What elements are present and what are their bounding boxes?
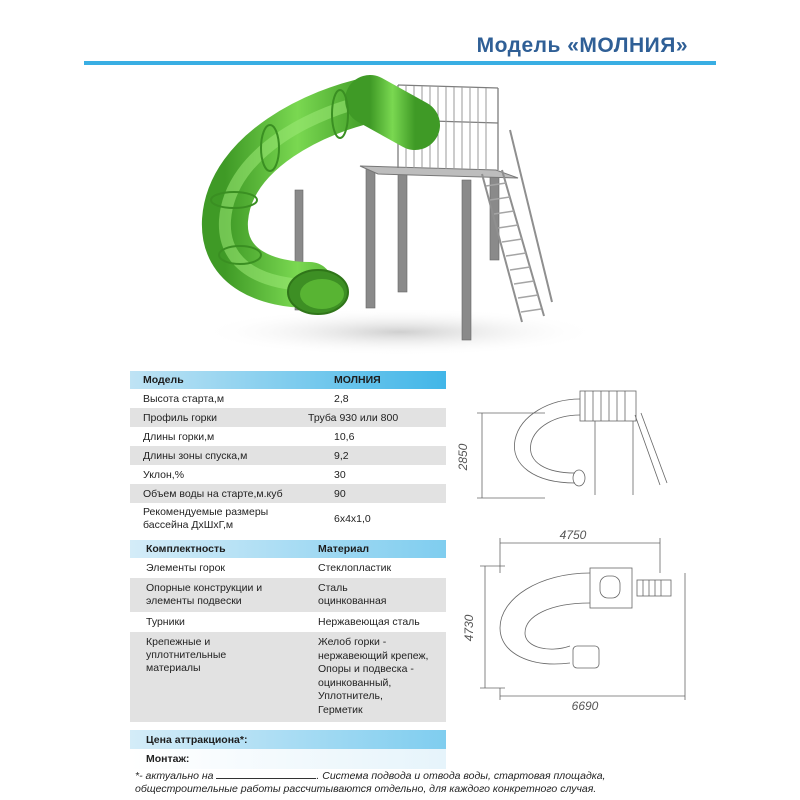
spec-row <box>130 465 446 484</box>
kit-value <box>318 636 428 717</box>
kit-header <box>130 540 446 558</box>
kit-value: Стеклопластик <box>318 562 392 574</box>
side-view-drawing <box>455 385 695 510</box>
kit-row <box>130 632 446 722</box>
title-divider <box>84 61 716 65</box>
kit-row <box>130 578 446 612</box>
kit-label-line: элементы подвески <box>146 595 242 607</box>
kit-value-line: оцинкованный, <box>318 676 392 689</box>
spec-value: 9,2 <box>334 449 349 462</box>
kit-label <box>146 636 226 675</box>
kit-value-line: нержавеющий крепеж, <box>318 649 429 662</box>
dim-top-width: 4750 <box>559 528 587 542</box>
spec-row <box>130 484 446 503</box>
kit-value-line: Опоры и подвеска - <box>318 663 414 675</box>
kit-row <box>130 558 446 578</box>
footnote-prefix: *- актуально на <box>135 770 214 782</box>
kit-label: Турники <box>146 616 185 628</box>
spec-value: 10,6 <box>334 430 355 443</box>
price-row <box>130 730 446 749</box>
dim-depth: 4730 <box>462 614 476 642</box>
kit-value-line: оцинкованная <box>318 595 387 607</box>
kit-value-line: Желоб горки - <box>318 636 387 648</box>
mount-label: Монтаж: <box>146 753 190 765</box>
spec-value: 30 <box>334 468 346 481</box>
spec-value: 2,8 <box>334 392 349 405</box>
spec-label <box>143 506 268 532</box>
spec-label: Уклон,% <box>143 468 185 481</box>
footnote <box>135 769 695 796</box>
spec-label: Профиль горки <box>143 411 217 424</box>
spec-label: Высота старта,м <box>143 392 225 405</box>
kit-value-line: Уплотнитель, <box>318 690 383 702</box>
spec-value: Труба 930 или 800 <box>308 411 399 424</box>
footnote-line2: общестроительные работы рассчитываются отдельно, для каждого конкретного случая. <box>135 783 597 795</box>
spec-label-line: Рекомендуемые размеры <box>143 506 269 518</box>
kit-label-line: уплотнительные <box>146 649 227 661</box>
spec-label: Объем воды на старте,м.куб <box>143 487 283 500</box>
spec-value: 6x4x1,0 <box>334 513 371 525</box>
kit-label <box>146 582 262 608</box>
spec-row <box>130 389 446 408</box>
top-view-drawing <box>455 528 695 718</box>
slide-illustration <box>200 70 620 360</box>
spec-label: Длины горки,м <box>143 430 215 443</box>
specs-table <box>130 371 446 769</box>
page-title: Модель «МОЛНИЯ» <box>476 34 688 57</box>
kit-row <box>130 612 446 632</box>
spec-row <box>130 503 446 535</box>
kit-label-line: Крепежные и <box>146 636 211 648</box>
spec-row <box>130 427 446 446</box>
mount-row <box>130 749 446 769</box>
footnote-suffix: . Система подвода и отвода воды, стартовая площадка, <box>316 770 606 782</box>
price-label: Цена аттракциона*: <box>146 733 248 746</box>
specs-header-label: Модель <box>143 374 184 386</box>
kit-header-label: Комплектность <box>146 543 226 555</box>
kit-label-line: Опорные конструкции и <box>146 582 263 594</box>
kit-value: Нержавеющая сталь <box>318 616 420 628</box>
spec-label: Длины зоны спуска,м <box>143 449 248 462</box>
kit-label-line: материалы <box>146 662 201 674</box>
specs-header <box>130 371 446 389</box>
dim-height: 2850 <box>456 443 470 471</box>
spec-row <box>130 408 446 427</box>
dim-length: 6690 <box>571 699 599 713</box>
spec-value: 90 <box>334 487 346 500</box>
date-blank-line <box>216 769 316 779</box>
spec-label-line: бассейна ДхШхГ,м <box>143 519 234 531</box>
kit-value-line: Сталь <box>318 582 348 594</box>
spec-row <box>130 446 446 465</box>
kit-header-value: Материал <box>318 543 370 555</box>
kit-label: Элементы горок <box>146 562 226 574</box>
kit-value-line: Герметик <box>318 703 363 716</box>
specs-header-value: МОЛНИЯ <box>334 374 381 386</box>
kit-value <box>318 582 387 608</box>
